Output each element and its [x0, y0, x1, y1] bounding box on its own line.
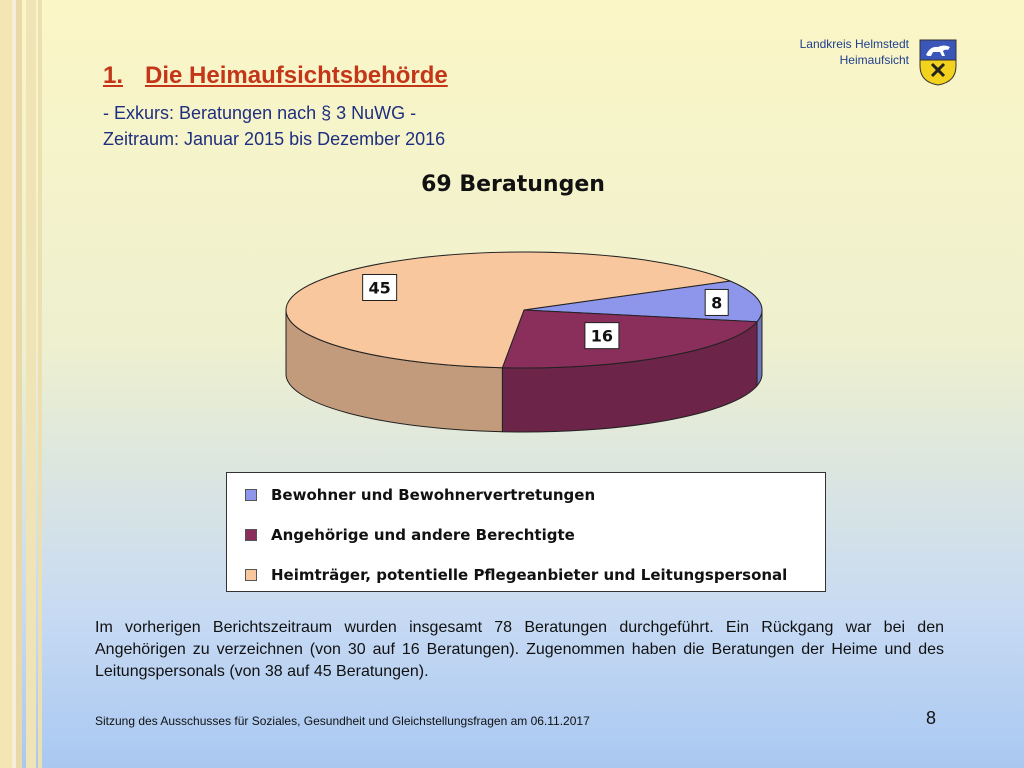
- legend-item-relatives: [245, 526, 575, 544]
- pie-top-faces: [286, 252, 762, 368]
- chart-legend: [226, 472, 826, 592]
- data-label-text: 8: [711, 293, 723, 313]
- legend-label: Angehörige und andere Berechtigte: [271, 526, 575, 544]
- summary-note: Im vorherigen Berichtszeitraum wurden insgesamt 78 Beratungen durchgeführt. Ein Rückgang war bei den Angehörigen zu verzeichnen (von 30 auf 16 Beratungen). Zugenommen haben die Beratungen der Heime und des Leitungspersonals (von 38 auf 45 Beratungen).: [95, 619, 944, 680]
- org-department: Heimaufsicht: [839, 53, 909, 67]
- legend-swatch: [245, 529, 257, 541]
- data-label-2: [363, 274, 397, 300]
- subtitle-period: Zeitraum: Januar 2015 bis Dezember 2016: [103, 129, 446, 149]
- legend-item-residents: [245, 486, 595, 504]
- subtitle-topic: - Exkurs: Beratungen nach § 3 NuWG -: [103, 103, 417, 123]
- legend-label: Heimträger, potentielle Pflegeanbieter und Leitungspersonal: [271, 566, 788, 584]
- legend-item-providers: [245, 566, 787, 584]
- legend-label: Bewohner und Bewohnervertretungen: [271, 486, 596, 504]
- data-label-text: 45: [368, 278, 391, 298]
- legend-swatch: [245, 489, 257, 501]
- org-name: Landkreis Helmstedt: [799, 37, 909, 51]
- data-label-text: 16: [590, 326, 614, 346]
- data-label-0: [705, 289, 728, 315]
- data-label-1: [585, 323, 619, 349]
- footer-text: Sitzung des Ausschusses für Soziales, Gesundheit und Gleichstellungsfragen am 06.11.2017: [95, 714, 590, 728]
- chart-title: 69 Beratungen: [421, 172, 605, 197]
- title-number: 1.: [103, 62, 124, 89]
- legend-swatch: [245, 569, 257, 581]
- page-number: 8: [926, 708, 937, 728]
- title-text: Die Heimaufsichtsbehörde: [145, 62, 448, 89]
